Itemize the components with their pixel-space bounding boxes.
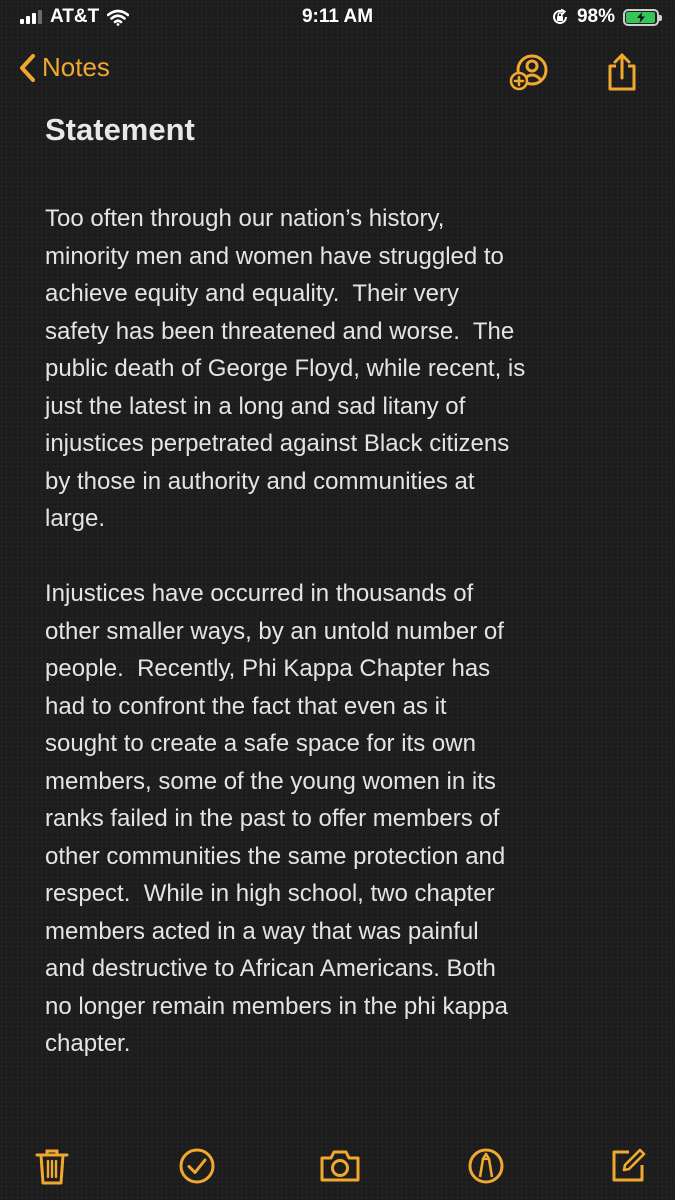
markup-button[interactable] [462, 1142, 510, 1190]
note-paragraph: Too often through our nation’s history, minority men and women have struggled to achieve equity and equality. Their very safety has been threatened and worse. The public death of George Floyd, while recent, is just the latest in a long and sad litany of injustices perpetrated against Black citizens by those in authority and communities at large. [45, 205, 526, 532]
back-button[interactable] [18, 52, 110, 83]
note-body[interactable] [45, 200, 635, 1063]
compose-icon [609, 1147, 647, 1185]
share-icon [606, 52, 638, 92]
compose-button[interactable] [604, 1142, 652, 1190]
nav-bar [0, 44, 675, 100]
status-right [551, 6, 659, 28]
status-time: 9:11 AM [301, 6, 374, 27]
delete-button[interactable] [28, 1142, 76, 1190]
note-title[interactable]: Statement [45, 112, 195, 147]
note-paragraph: Injustices have occurred in thousands of other smaller ways, by an untold number of people. Recently, Phi Kappa Chapter has had to confront the fact that even as it sought to create a safe space for its own members, some of the young women in its ranks failed in the past to offer members of other communities the same protection and respect. While in high school, two chapter members acted in a way that was painful and destructive to African Americans. Both no longer remain members in the phi kappa chapter. [45, 580, 508, 1057]
checklist-button[interactable] [173, 1142, 221, 1190]
carrier-label: AT&T [50, 6, 100, 27]
chevron-left-icon [18, 53, 36, 83]
orientation-lock-icon [551, 8, 569, 26]
trash-icon [35, 1147, 69, 1185]
markup-icon [467, 1147, 505, 1185]
back-label: Notes [42, 52, 110, 82]
charging-bolt-icon [636, 12, 646, 23]
add-person-icon [508, 52, 552, 92]
share-button[interactable] [600, 50, 644, 94]
bottom-toolbar [0, 1138, 675, 1194]
camera-icon [318, 1148, 362, 1184]
status-bar [0, 0, 675, 36]
paragraph-spacer [45, 538, 635, 576]
camera-button[interactable] [316, 1142, 364, 1190]
battery-percent: 98% [576, 6, 615, 27]
battery-icon [623, 9, 659, 26]
add-person-button[interactable] [508, 50, 552, 94]
checklist-icon [178, 1147, 216, 1185]
